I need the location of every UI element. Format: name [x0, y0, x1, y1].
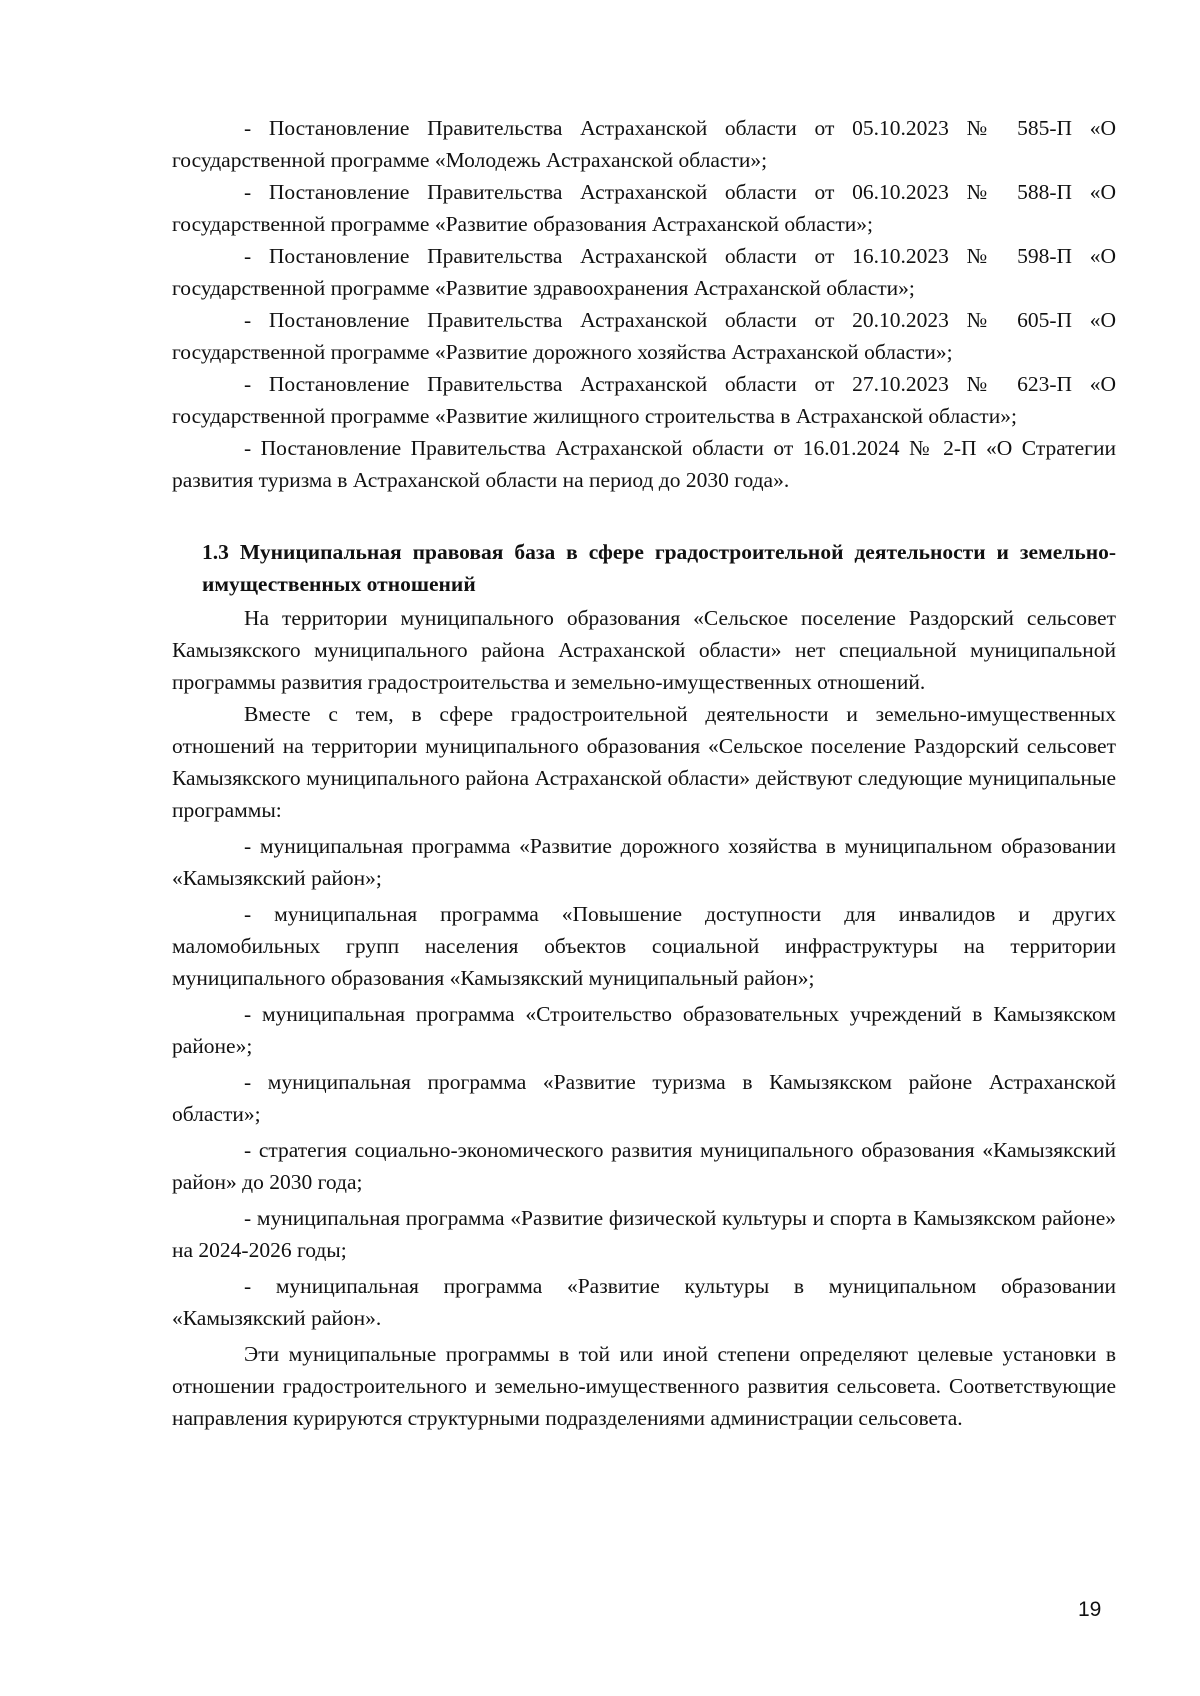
- regulation-item: - Постановление Правительства Астраханской области от 20.10.2023 № 605-П «О государственной программе «Развитие дорожного хозяйства Астраханской области»;: [172, 308, 1116, 364]
- program-item: - муниципальная программа «Развитие физической культуры и спорта в Камызякском районе» на 2024-2026 годы;: [172, 1206, 1116, 1262]
- regulation-item: - Постановление Правительства Астраханской области от 05.10.2023 № 585-П «О государственной программе «Молодежь Астраханской области»;: [172, 116, 1116, 172]
- regulation-item: - Постановление Правительства Астраханской области от 16.10.2023 № 598-П «О государственной программе «Развитие здравоохранения Астраханской области»;: [172, 244, 1116, 300]
- program-item: - муниципальная программа «Развитие культуры в муниципальном образовании «Камызякский район».: [172, 1274, 1116, 1330]
- section-heading-block: [172, 536, 1116, 600]
- section-heading: 1.3 Муниципальная правовая база в сфере градостроительной деятельности и земельно-имущественных отношений: [202, 540, 1116, 596]
- program-item: - муниципальная программа «Строительство образовательных учреждений в Камызякском районе»;: [172, 1002, 1116, 1058]
- page-content: [172, 112, 1116, 1434]
- regulation-item: - Постановление Правительства Астраханской области от 06.10.2023 № 588-П «О государственной программе «Развитие образования Астраханской области»;: [172, 180, 1116, 236]
- regulation-item: - Постановление Правительства Астраханской области от 27.10.2023 № 623-П «О государственной программе «Развитие жилищного строительства в Астраханской области»;: [172, 372, 1116, 428]
- municipal-programs-list: [172, 830, 1116, 1334]
- page-number: 19: [1078, 1598, 1102, 1621]
- intro-paragraph: Вместе с тем, в сфере градостроительной деятельности и земельно-имущественных отношений на территории муниципального образования «Сельское поселение Раздорский сельсовет Камызякского муниципального района Астраханской области» действуют следующие муниципальные программы:: [172, 702, 1116, 822]
- program-item: - стратегия социально-экономического развития муниципального образования «Камызякский район» до 2030 года;: [172, 1138, 1116, 1194]
- intro-paragraph: На территории муниципального образования «Сельское поселение Раздорский сельсовет Камызякского муниципального района Астраханской области» нет специальной муниципальной программы развития градостроительства и земельно-имущественных отношений.: [172, 606, 1116, 694]
- closing-paragraph: Эти муниципальные программы в той или иной степени определяют целевые установки в отношении градостроительного и земельно-имущественного развития сельсовета. Соответствующие направления курируются структурными подразделениями администрации сельсовета.: [172, 1342, 1116, 1430]
- program-item: - муниципальная программа «Развитие дорожного хозяйства в муниципальном образовании «Камызякский район»;: [172, 834, 1116, 890]
- program-item: - муниципальная программа «Развитие туризма в Камызякском районе Астраханской области»;: [172, 1070, 1116, 1126]
- regulation-item: - Постановление Правительства Астраханской области от 16.01.2024 № 2-П «О Стратегии развития туризма в Астраханской области на период до 2030 года».: [172, 436, 1116, 492]
- regional-regulations-list: [172, 112, 1116, 496]
- program-item: - муниципальная программа «Повышение доступности для инвалидов и других маломобильных групп населения объектов социальной инфраструктуры на территории муниципального образования «Камызякский муниципальный район»;: [172, 902, 1116, 990]
